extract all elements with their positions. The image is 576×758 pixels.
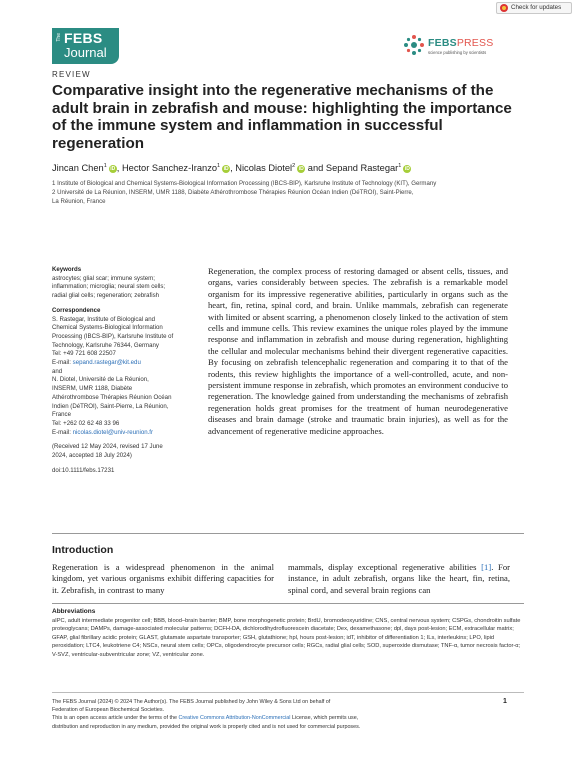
footer-text: License, which permits use, [290,715,359,722]
introduction-text-left: Regeneration is a widespread phenomenon in the animal kingdom, yet various organisms exhibit differing capacities for it. Zebrafish, in contrast to many [52,562,274,595]
journal-logo-the: The [56,33,62,42]
correspondence-line: Technology, Karlsruhe 76344, Germany [52,341,159,349]
footer-line: distribution and reproduction in any medium, provided the original work is properly cited and is not used for commercial purposes. [52,723,361,730]
footer-divider [52,692,524,693]
abbreviations-text: aIPC, adult intermediate progenitor cell; BBB, blood–brain barrier; BMP, bone morphogenetic protein; BrdU, bromodeoxyuridine; CNS, central nervous system; CSPGs, chondroitin sulfate proteoglycans; DAMPs, damage-associated molecular patterns; DCFH-DA, dichlorodihydrofluorescein diacetate; Dex, dexamethasone; dpl, days post-lesion; ECM, extracellular matrix; GFAP, glial fibrillary acidic protein; GLAST, glutamate aspartate transporter; GSH, glutathione; hpl, hours post-lesion; idT, inhibitor of differentiation 1; ILs, interleukins; LPO, lipid peroxidation; LTC4, leukotriene C4; NSCs, neural stem cells; OPCs, oligodendrocyte precursor cells; RGCs, radial glial cells; SOD, superoxide dismutase; TNF-α, tumor necrosis factor-α; V-SVZ, ventricular-subventricular zone; VZ, ventricular zone. [52,618,521,658]
keywords-line: radial glial cells; regeneration; zebrafish [52,292,160,300]
section-label: REVIEW [52,70,91,79]
article-title: Comparative insight into the regenerative mechanisms of the adult brain in zebrafish and mouse: highlighting the importance of the immune system and inflammation in successful regeneration [52,82,512,152]
affiliation-line: 1 Institute of Biological and Chemical Systems-Biological Information Processing (IBCS-BIP), Karlsruhe Institute of Technology (KIT), Germany [52,180,437,187]
febs-press-tagline: science publishing by scientists [428,50,487,55]
email-label: E-mail: [52,359,73,367]
febs-press-wordmark [428,37,493,49]
correspondence-block [52,307,202,438]
keywords-line: astrocytes; glial scar; immune system; [52,274,155,282]
correspondence-line: N. Diotel, Université de La Réunion, [52,376,149,384]
journal-logo-febs: FEBS [64,30,103,46]
author-affiliation-mark: 1 [217,163,221,169]
author-name[interactable]: Hector Sanchez-Iranzo [121,163,218,174]
received-line: 2024, accepted 18 July 2024) [52,452,132,460]
correspondence-heading: Correspondence [52,306,101,314]
correspondence-line: INSERM, UMR 1188, Diabète [52,385,133,393]
email-line [52,429,202,438]
correspondence-line: Indien (DéTROI), Saint-Pierre, La Réunion, [52,402,169,410]
footer-text: This is an open access article under the terms of the [52,715,179,722]
email-label: E-mail: [52,428,73,436]
febs-press-logo [403,34,503,58]
abbreviations-heading: Abbreviations [52,608,96,615]
email-line [52,359,202,368]
orcid-icon[interactable]: iD [404,165,410,172]
febs-press-mark-icon [403,34,425,56]
page-number: 1 [503,698,507,705]
orcid-icon[interactable]: iD [110,165,116,172]
keywords-heading: Keywords [52,266,82,273]
email-link[interactable]: nicolas.diotel@univ-reunion.fr [72,428,154,436]
correspondence-line: France [52,411,71,419]
author-separator: , [116,163,120,174]
author-affiliation-mark: 1 [103,163,107,169]
article-info-column [52,266,202,481]
correspondence-and: and [52,367,63,375]
correspondence-line: S. Rastegar, Institute of Biological and [52,315,155,323]
affiliation-line: La Réunion, France [52,198,106,205]
affiliations [52,179,527,206]
intro-text-part: . For instance, in adult zebrafish, organs like the heart, fin, retina, spinal cord, and several brain regions can [288,562,510,595]
check-for-updates-button[interactable] [496,2,572,14]
correspondence-line: Chemical Systems-Biological Information [52,324,163,332]
author-name[interactable]: Sepand Rastegar [325,163,399,174]
abstract-text: Regeneration, the complex process of restoring damaged or absent cells, tissues, and organs, varies considerably between species. The zebrafish is a remarkable model organism for its impressive regenerative abilities, particularly in organs such as the heart, fin, retina, spinal cord, and brain. Unlike mammals, zebrafish can regenerate with limited or absent scarring, a phenomenon closely linked to the activation of stem cells and immune cells. This review examines the unique roles played by the immune response and inflammation in zebrafish and mouse during regeneration, highlighting the cellular and molecular mechanisms behind their divergent regenerative capacities. By focusing on zebrafish telencephalic regeneration and comparing it to that of the rodents, this review highlights the importance of a well-controlled, acute, and non-persistent immune response in zebrafish, which promotes an environment conducive to regeneration. The knowledge gained from understanding the mechanisms of zebrafish regeneration holds great promises for the treatment of human neurodegenerative diseases and brain damage (stroke and traumatic brain injuries), as well as for the advancement of regenerative medicine approaches. [208,266,508,436]
febs-press-name-b: PRESS [456,37,494,49]
author-name[interactable]: Nicolas Diotel [235,163,293,174]
abbreviations-divider [52,603,524,604]
introduction-heading: Introduction [52,544,114,556]
affiliation-line: 2 Université de La Réunion, INSERM, UMR 1188, Diabète Athérothrombose Thérapies Réunion Océan Indien (DéTROI), Saint-Pierre, [52,189,414,196]
copyright-footer [52,698,472,731]
doi[interactable]: doi:10.1111/febs.17231 [52,466,115,474]
check-for-updates-label: Check for updates [511,4,562,11]
orcid-icon[interactable]: iD [223,165,229,172]
orcid-icon[interactable]: iD [298,165,304,172]
keywords-block [52,266,202,301]
citation-link[interactable]: [1] [481,562,492,572]
correspondence-line: Processing (IBCS-BIP), Karlsruhe Institute of [52,332,174,340]
received-line: (Received 12 May 2024, revised 17 June [52,443,163,451]
footer-line [52,714,472,722]
author-name[interactable]: Jincan Chen [52,163,104,174]
author-separator: and [307,163,324,174]
correspondence-line: Tel: +49 721 608 22507 [52,350,116,358]
license-link[interactable]: Creative Commons Attribution-NonCommercial [178,715,291,722]
correspondence-line: Athérothrombose Thérapies Réunion Océan [52,393,172,401]
footer-line: Federation of European Biochemical Societies. [52,707,165,714]
intro-text-part: mammals, display exceptional regenerative abilities [288,562,482,572]
author-separator: , [230,163,233,174]
footer-line: The FEBS Journal (2024) © 2024 The Author(s). The FEBS Journal published by John Wiley & Sons Ltd on behalf of [52,699,331,705]
febs-press-name-a: FEBS [428,37,457,49]
crossmark-icon [500,4,508,12]
email-link[interactable]: sepand.rastegar@kit.edu [72,359,141,367]
section-divider [52,533,524,534]
correspondence-line: Tel: +262 02 62 48 33 96 [52,419,120,427]
received-dates [52,443,202,460]
author-affiliation-mark: 2 [292,163,296,169]
journal-logo-journal: Journal [64,45,107,60]
introduction-text-right [288,562,510,596]
author-affiliation-mark: 1 [398,163,402,169]
author-list [52,160,522,174]
febs-journal-logo [52,28,119,64]
keywords-line: inflammation; microglia; neural stem cells; [52,283,166,291]
